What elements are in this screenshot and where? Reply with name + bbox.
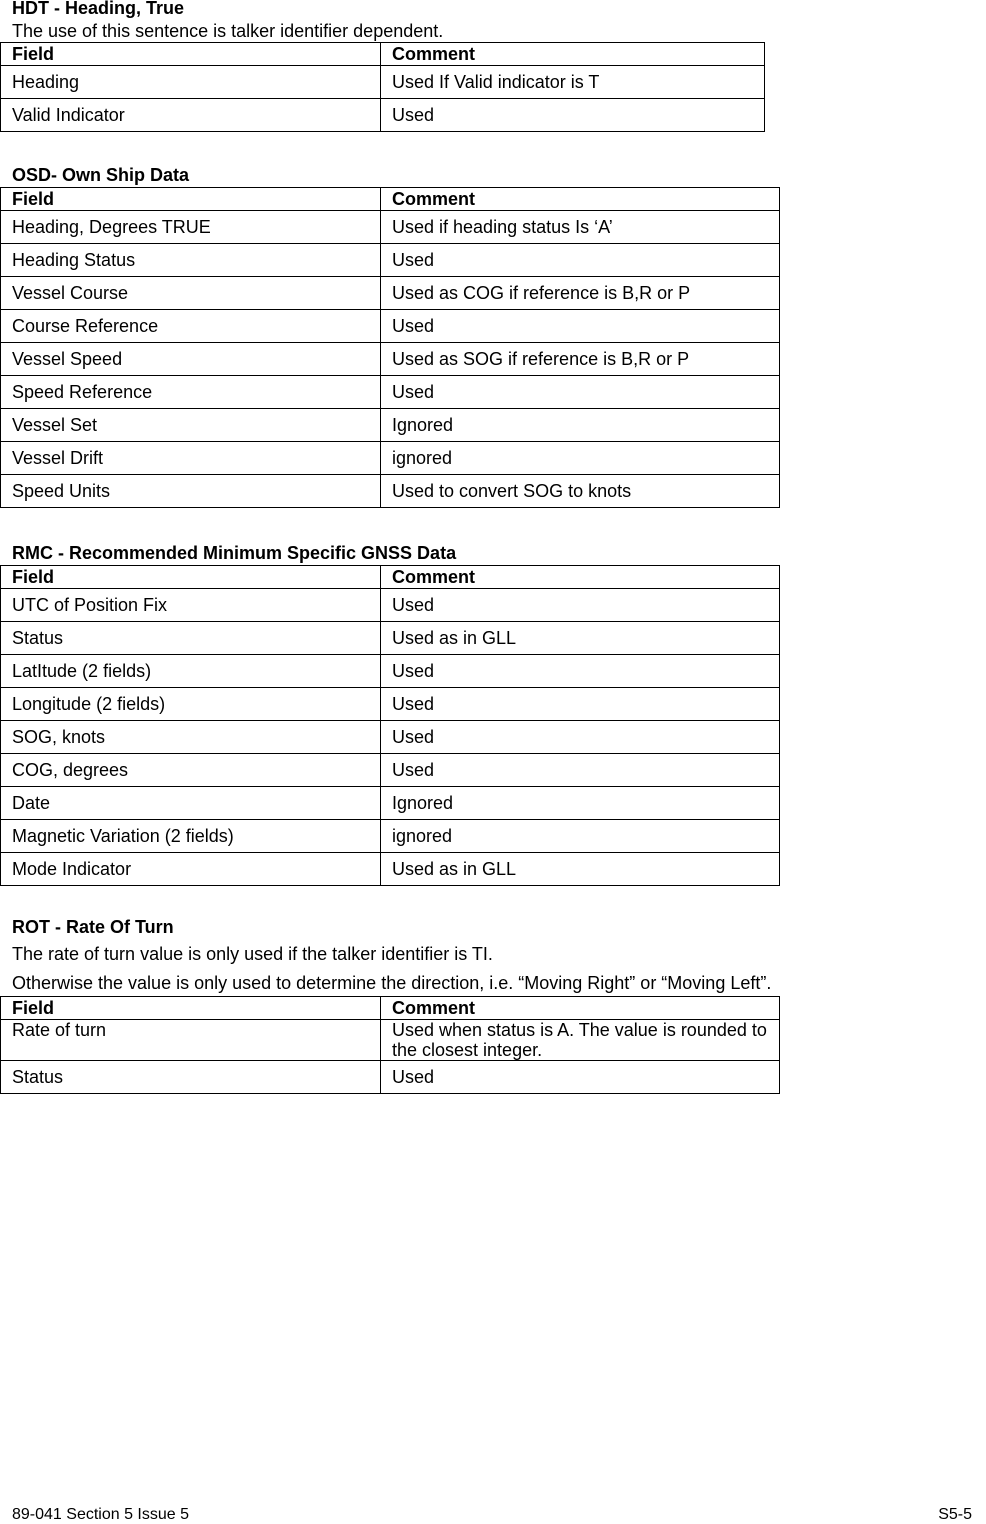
cell-comment: Used: [381, 1061, 780, 1094]
cell-comment: Ignored: [381, 787, 780, 820]
table-row: [1, 343, 780, 376]
cell-comment: Used: [381, 721, 780, 754]
cell-field: LatItude (2 fields): [1, 655, 381, 688]
header-field: Field: [1, 188, 381, 211]
table-header-row: [1, 188, 780, 211]
cell-comment: Used: [381, 754, 780, 787]
cell-comment: ignored: [381, 442, 780, 475]
table-row: [1, 688, 780, 721]
hdt-title: HDT - Heading, True: [12, 0, 185, 18]
table-row: [1, 1061, 780, 1094]
cell-field: Longitude (2 fields): [1, 688, 381, 721]
cell-comment: Used If Valid indicator is T: [381, 66, 765, 99]
table-row: [1, 787, 780, 820]
cell-field: Course Reference: [1, 310, 381, 343]
cell-comment: Used: [381, 310, 780, 343]
cell-comment: Used: [381, 244, 780, 277]
cell-field: Magnetic Variation (2 fields): [1, 820, 381, 853]
header-field: Field: [1, 997, 381, 1020]
table-row: [1, 244, 780, 277]
cell-comment: Ignored: [381, 409, 780, 442]
rot-table: [0, 996, 780, 1094]
rmc-table: [0, 565, 780, 886]
cell-field: Valid Indicator: [1, 99, 381, 132]
cell-field: Date: [1, 787, 381, 820]
cell-comment: Used: [381, 589, 780, 622]
cell-field: Rate of turn: [1, 1020, 381, 1061]
table-row: [1, 475, 780, 508]
table-header-row: [1, 43, 765, 66]
table-row: [1, 655, 780, 688]
hdt-description: The use of this sentence is talker identifier dependent.: [12, 21, 444, 41]
table-header-row: [1, 566, 780, 589]
header-comment: Comment: [381, 997, 780, 1020]
table-row: [1, 442, 780, 475]
cell-field: Heading, Degrees TRUE: [1, 211, 381, 244]
cell-field: COG, degrees: [1, 754, 381, 787]
table-row: [1, 820, 780, 853]
rot-description-2: Otherwise the value is only used to determine the direction, i.e. “Moving Right” or “Moving Left”.: [12, 973, 772, 993]
footer-document-id: 89-041 Section 5 Issue 5: [12, 1506, 190, 1523]
cell-field: Heading Status: [1, 244, 381, 277]
table-row: [1, 310, 780, 343]
cell-field: Vessel Speed: [1, 343, 381, 376]
osd-title: OSD- Own Ship Data: [12, 165, 190, 185]
cell-field: Speed Reference: [1, 376, 381, 409]
cell-comment: Used when status is A. The value is rounded to the closest integer.: [381, 1020, 780, 1061]
table-row: [1, 277, 780, 310]
table-row: [1, 409, 780, 442]
cell-field: Speed Units: [1, 475, 381, 508]
cell-field: Status: [1, 1061, 381, 1094]
cell-field: Vessel Set: [1, 409, 381, 442]
table-row: [1, 853, 780, 886]
hdt-table: [0, 42, 765, 132]
header-field: Field: [1, 43, 381, 66]
cell-field: Mode Indicator: [1, 853, 381, 886]
cell-comment: ignored: [381, 820, 780, 853]
cell-field: Vessel Drift: [1, 442, 381, 475]
header-comment: Comment: [381, 43, 765, 66]
osd-table: [0, 187, 780, 508]
cell-comment: Used to convert SOG to knots: [381, 475, 780, 508]
table-header-row: [1, 997, 780, 1020]
header-field: Field: [1, 566, 381, 589]
cell-comment: Used: [381, 688, 780, 721]
header-comment: Comment: [381, 566, 780, 589]
table-row: [1, 211, 780, 244]
cell-comment: Used as in GLL: [381, 853, 780, 886]
cell-field: UTC of Position Fix: [1, 589, 381, 622]
cell-comment: Used as COG if reference is B,R or P: [381, 277, 780, 310]
cell-comment: Used as SOG if reference is B,R or P: [381, 343, 780, 376]
cell-field: Heading: [1, 66, 381, 99]
table-row: [1, 622, 780, 655]
cell-comment: Used as in GLL: [381, 622, 780, 655]
cell-field: SOG, knots: [1, 721, 381, 754]
rmc-title: RMC - Recommended Minimum Specific GNSS Data: [12, 543, 457, 563]
header-comment: Comment: [381, 188, 780, 211]
table-row: [1, 99, 765, 132]
rot-description-1: The rate of turn value is only used if the talker identifier is TI.: [12, 944, 493, 964]
table-row: [1, 376, 780, 409]
rot-title: ROT - Rate Of Turn: [12, 917, 174, 937]
table-row: [1, 754, 780, 787]
cell-comment: Used: [381, 99, 765, 132]
table-row: [1, 721, 780, 754]
cell-comment: Used if heading status Is ‘A’: [381, 211, 780, 244]
cell-comment: Used: [381, 655, 780, 688]
cell-field: Status: [1, 622, 381, 655]
footer-page-number: S5-5: [938, 1506, 972, 1523]
table-row: [1, 589, 780, 622]
cell-field: Vessel Course: [1, 277, 381, 310]
table-row: [1, 1020, 780, 1061]
table-row: [1, 66, 765, 99]
cell-comment: Used: [381, 376, 780, 409]
